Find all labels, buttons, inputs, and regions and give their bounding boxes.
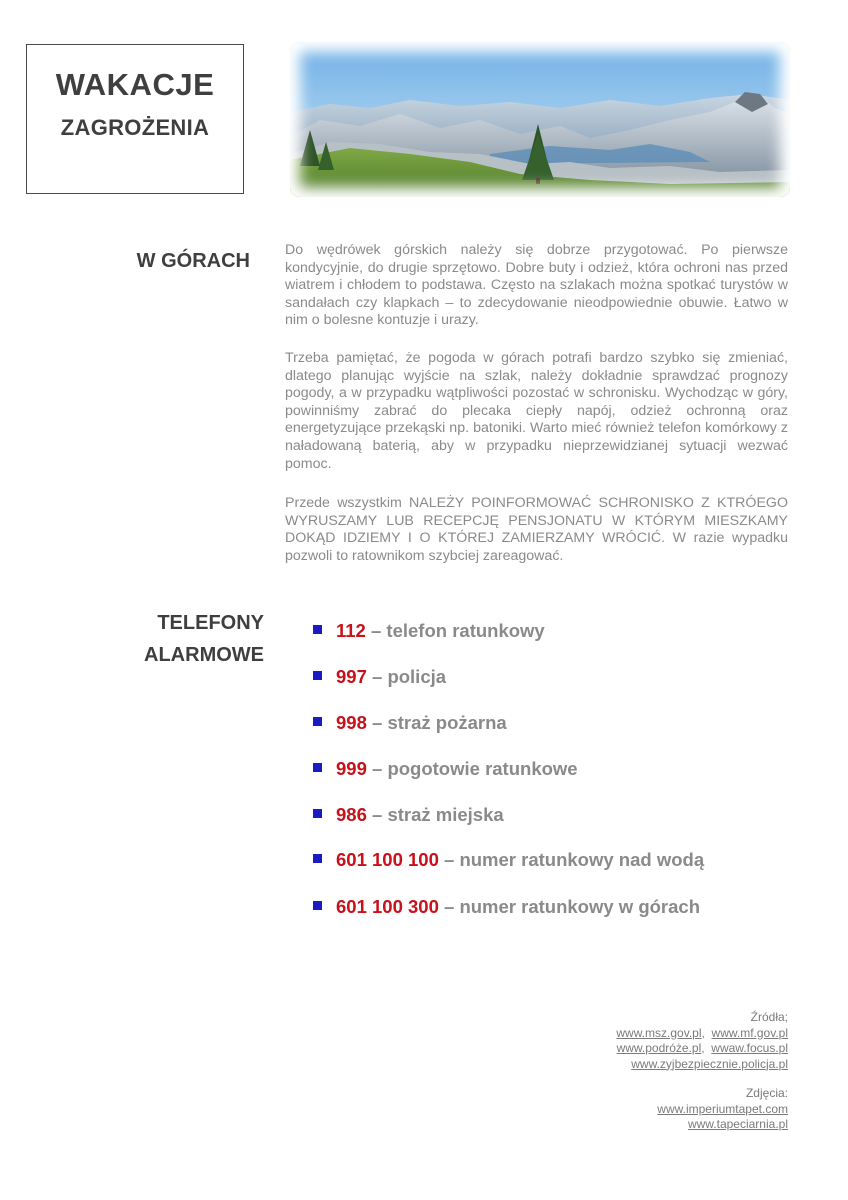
sources-block [616, 1010, 788, 1133]
mountain-landscape-image [290, 42, 790, 197]
phone-list-item [313, 712, 507, 734]
phone-list-item [313, 666, 446, 688]
phone-number: 112 [336, 620, 366, 641]
page-subtitle: ZAGROŻENIA [60, 115, 210, 140]
photos-label: Zdjęcia: [745, 1086, 788, 1100]
source-link[interactable]: www.podróże.pl [616, 1041, 702, 1055]
source-link[interactable]: www.zyjbezpiecznie.policja.pl [631, 1056, 788, 1071]
source-link[interactable]: wwaw.focus.pl [711, 1041, 788, 1055]
sources-line [616, 1102, 788, 1118]
phones-heading-line: ALARMOWE [144, 644, 264, 666]
title-box [26, 44, 244, 194]
phone-number: 998 [336, 712, 367, 733]
square-bullet-icon [313, 671, 322, 680]
page-title: WAKACJE [55, 67, 215, 102]
square-bullet-icon [313, 854, 322, 863]
phone-number: 601 100 100 [336, 849, 439, 870]
mountains-paragraph: Trzeba pamiętać, że pogoda w górach potrafi bardzo szybko się zmieniać, dlatego planując wyjście na szlak, należy dokładnie sprawdzać prognozy pogody, a w przypadku wątpliwości pozostać w schronisku. Wychodząc w góry, powinniśmy zabrać do plecaka ciepły napój, odzież ochronną oraz energetyzujące przekąski np. batoniki. Warto mieć również telefon komórkowy z naładowaną baterią, aby w przypadku nieprzewidzianej sytuacji wezwać pomoc. [285, 350, 788, 472]
sources-line [616, 1057, 788, 1073]
source-link[interactable]: www.mf.gov.pl [711, 1025, 788, 1040]
phone-number: 997 [336, 666, 367, 687]
square-bullet-icon [313, 809, 322, 818]
phone-number: 986 [336, 804, 367, 825]
source-separator: , [701, 1041, 712, 1055]
sources-line [616, 1041, 788, 1057]
sources-line [616, 1117, 788, 1133]
sources-label: Źródła; [750, 1010, 788, 1024]
phone-description: – numer ratunkowy w górach [438, 896, 701, 917]
phone-description: – pogotowie ratunkowe [366, 758, 578, 779]
source-separator: , [701, 1025, 712, 1040]
phone-description: – straż miejska [366, 804, 504, 825]
phone-list-item [313, 896, 700, 918]
phone-description: – numer ratunkowy nad wodą [438, 849, 705, 870]
phone-number: 601 100 300 [336, 896, 439, 917]
photo-source-link[interactable]: www.imperiumtapet.com [657, 1101, 788, 1116]
mountains-paragraph: Przede wszystkim NALEŻY POINFORMOWAĆ SCHRONISKO Z KTRÓEGO WYRUSZAMY LUB RECEPCJĘ PENSJONATU W KTÓRYM MIESZKAMY DOKĄD IDZIEMY I O KTÓREJ ZAMIERZAMY WRÓCIĆ. W razie wypadku pozwoli to ratownikom szybciej zareagować. [285, 495, 788, 564]
phone-description: – policja [366, 666, 447, 687]
phone-number: 999 [336, 758, 367, 779]
source-link[interactable]: www.msz.gov.pl [616, 1025, 702, 1040]
phones-heading-line: TELEFONY [157, 612, 264, 634]
mountains-paragraph: Do wędrówek górskich należy się dobrze przygotować. Po pierwsze kondycyjnie, do drugie sprzętowo. Dobre buty i odzież, która ochroni nas przed wiatrem i chłodem to podstawa. Często na szlakach można spotkać turystów w sandałach czy klapkach – to zdecydowanie nieodpowiednie obuwie. Łatwo w nim o bolesne kontuzje i urazy. [285, 242, 788, 329]
phone-list-item [313, 620, 545, 642]
photo-source-link[interactable]: www.tapeciarnia.pl [687, 1117, 788, 1131]
square-bullet-icon [313, 763, 322, 772]
section-heading-phones [60, 607, 264, 671]
mountain-photo [290, 42, 790, 197]
phone-description: – straż pożarna [366, 712, 507, 733]
phone-list-item [313, 804, 504, 826]
square-bullet-icon [313, 901, 322, 910]
square-bullet-icon [313, 717, 322, 726]
phone-list-item [313, 849, 704, 871]
square-bullet-icon [313, 625, 322, 634]
phone-list-item [313, 758, 578, 780]
sources-line [616, 1026, 788, 1042]
phone-description: – telefon ratunkowy [365, 620, 545, 641]
section-heading-mountains: W GÓRACH [136, 250, 250, 272]
